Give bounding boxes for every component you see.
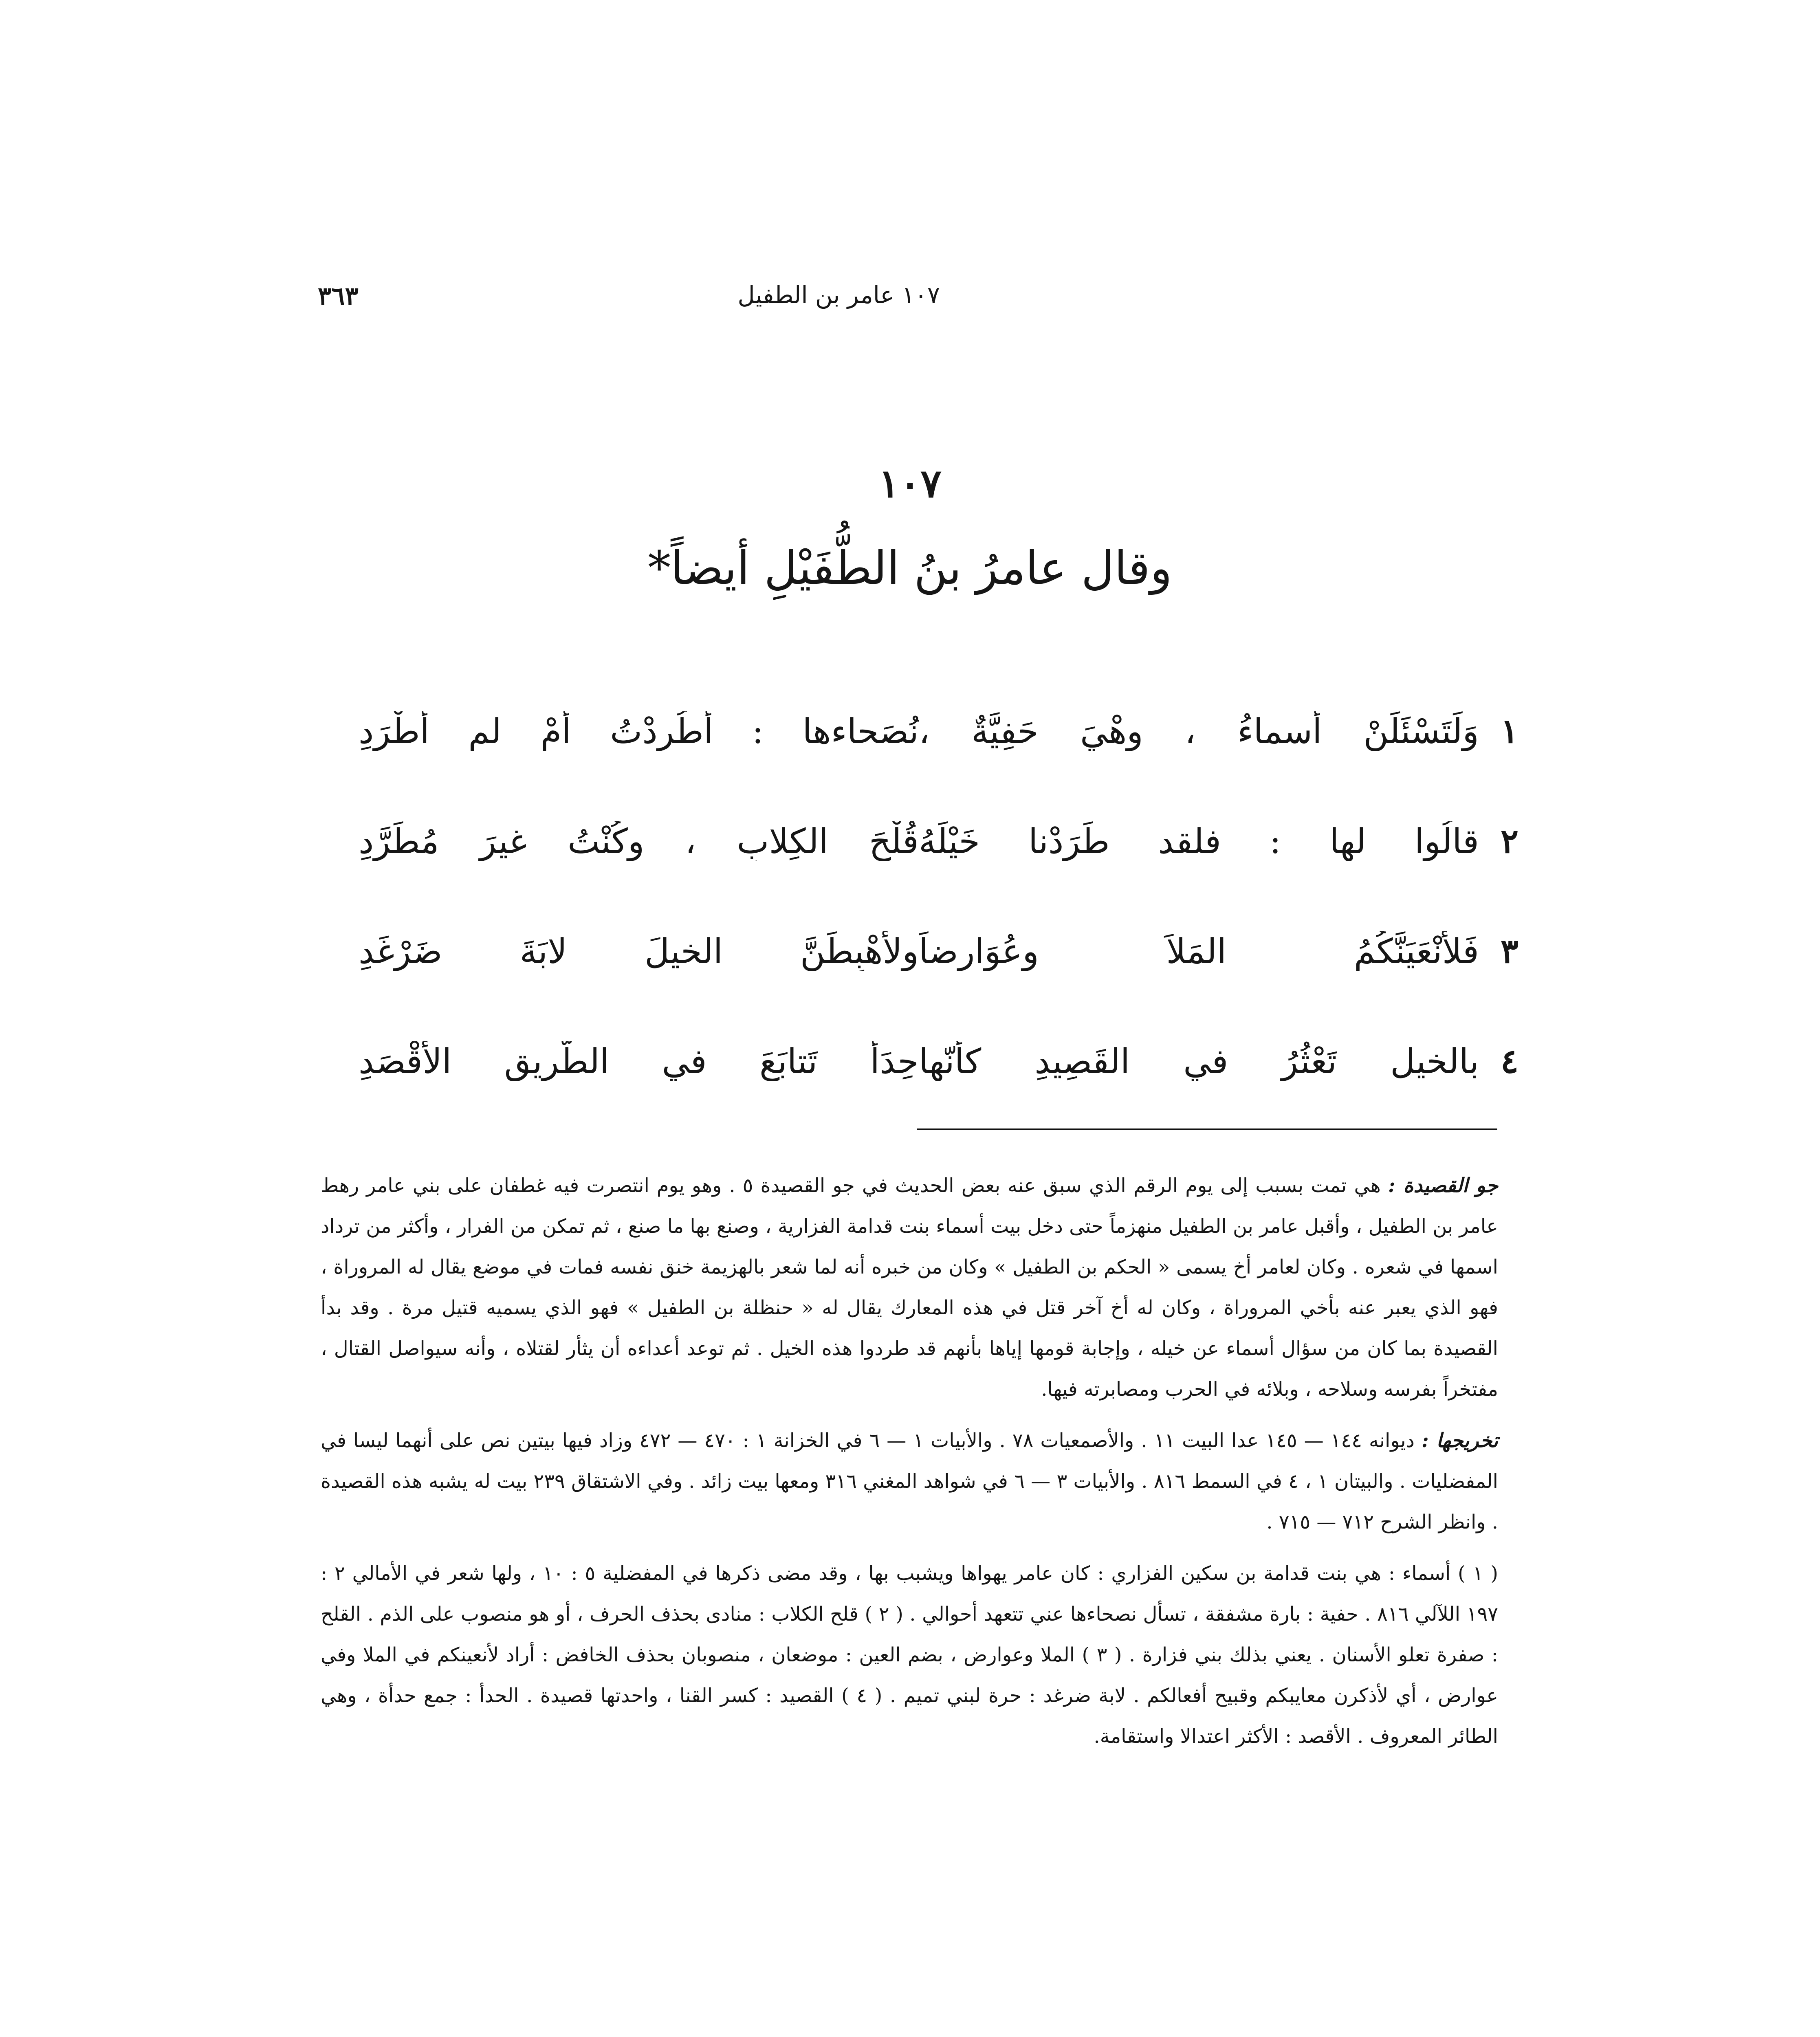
verse-first-hemistich: فَلأَنْعَيَنَّكُمُ المَلاَ وعُوَارِضاً [919,931,1479,971]
glosses-note [321,1553,1498,1757]
verse-second-hemistich: حِدَأٌ تَتابَعَ في الطَّرِيقِ الأَقْصَدِ [359,1041,919,1081]
sources-text: ديوانه ١٤٤ — ١٤٥ عدا البيت ١١ . والأصمعيات ٧٨ . والأبيات ١ — ٦ في الخزانة ١ : ٤٧٠ — ٤٧٢ وزاد فيها بيتين نص على أنهما ليسا في المفضليات . والبيتان ١ ، ٤ في السمط ٨١٦ . والأبيات ٣ — ٦ في شواهد المغني ٣١٦ ومعها بيت زائد . وفي الاشتقاق ٢٣٩ بيت له يشبه هذه القصيدة . وانظر الشرح ٧١٢ — ٧١٥ . [321,1429,1499,1533]
sources-note [321,1420,1498,1542]
verse-number: ٤ [1500,1042,1519,1081]
footnotes [321,1165,1498,1767]
page-number: ٣٦٣ [318,281,359,311]
verse-second-hemistich: نُصَحاءها : أَطُرِدْتُ أَمْ لم أُطْرَدِ [359,711,919,751]
verse-2 [359,786,1540,896]
footnote-divider [917,1128,1497,1130]
sources-label: تخريجها : [1421,1429,1499,1452]
running-title: ١٠٧ عامر بن الطفيل [737,281,940,309]
occasion-label: جو القصيدة : [1388,1174,1498,1197]
verse-second-hemistich: قُلْحَ الكِلابِ ، وكُنْتُ غيرَ مُطَرَّدِ [359,821,919,861]
verse-number: ١ [1500,712,1519,751]
poem-title: وقال عامرُ بنُ الطُّفَيْلِ أيضاً* [648,542,1172,595]
verse-number: ٢ [1500,822,1519,861]
verse-1 [359,676,1540,786]
verse-3 [359,896,1540,1006]
verse-first-hemistich: قالُوا لها : فلقد طَرَدْنا خَيْلَهُ [919,821,1479,861]
verse-4 [359,1006,1540,1116]
verse-list [359,676,1540,1116]
verse-first-hemistich: وَلَتَسْئَلَنْ أَسماءُ ، وهْيَ حَفِيَّةٌ ، [919,711,1479,751]
occasion-note [321,1165,1498,1410]
glosses-text: ( ١ ) أسماء : هي بنت قدامة بن سكين الفزاري : كان عامر يهواها ويشبب بها ، وقد مضى ذكرها في المفضلية ٥ : ١٠ ، ولها شعر في الأمالي ٢ : ١٩٧ اللآلي ٨١٦ . حفية : بارة مشفقة ، تسأل نصحاءها عني تتعهد أحوالي . ( ٢ ) قلح الكلاب : منادى بحذف الحرف ، أو هو منصوب على الذم . القلح : صفرة تعلو الأسنان . يعني بذلك بني فزارة . ( ٣ ) الملا وعوارض ، بضم العين : موضعان ، منصوبان بحذف الخافض : أراد لأنعينكم في الملا وفي عوارض ، أي لأذكرن معايبكم وقبيح أفعالكم . لابة ضرغد : حرة لبني تميم . ( ٤ ) القصيد : كسر القنا ، واحدتها قصيدة . الحدأ : جمع حدأة ، وهي الطائر المعروف . الأقصد : الأكثر اعتدالا واستقامة. [321,1562,1499,1748]
poem-number: ١٠٧ [878,460,942,506]
verse-first-hemistich: بالخيلِ تَعْثُرُ في القَصِيدِ كأنّها [919,1041,1479,1081]
occasion-text: هي تمت بسبب إلى يوم الرقم الذي سبق عنه بعض الحديث في جو القصيدة ٥ . وهو يوم انتصرت فيه غطفان على بني عامر رهط عامر بن الطفيل ، وأقبل عامر بن الطفيل منهزماً حتى دخل بيت أسماء بنت قدامة الفزارية ، وصنع بها ما صنع ، ثم تمكن من الفرار ، وأكثر من ترداد اسمها في شعره . وكان لعامر أخ يسمى « الحكم بن الطفيل » وكان من خبره أنه لما شعر بالهزيمة خنق نفسه فمات في موضع يقال له المروراة ، فهو الذي يعبر عنه بأخي المروراة ، وكان له أخ آخر قتل في هذه المعارك يقال له « حنظلة بن الطفيل » فهو الذي يسميه قتيل مرة . وقد بدأ القصيدة بما كان من سؤال أسماء عن خيله ، وإجابة قومها إياها بأنهم قد طردوا هذه الخيل . ثم توعد أعداءه أن يثأر لقتلاه ، وأنه سيواصل القتال ، مفتخراً بفرسه وسلاحه ، وبلائه في الحرب ومصابرته فيها. [321,1174,1499,1401]
verse-number: ٣ [1500,932,1519,971]
verse-second-hemistich: ولأُهْبِطَنَّ الخيلَ لابَةَ ضَرْغَدِ [359,931,919,971]
running-head [318,281,1502,318]
